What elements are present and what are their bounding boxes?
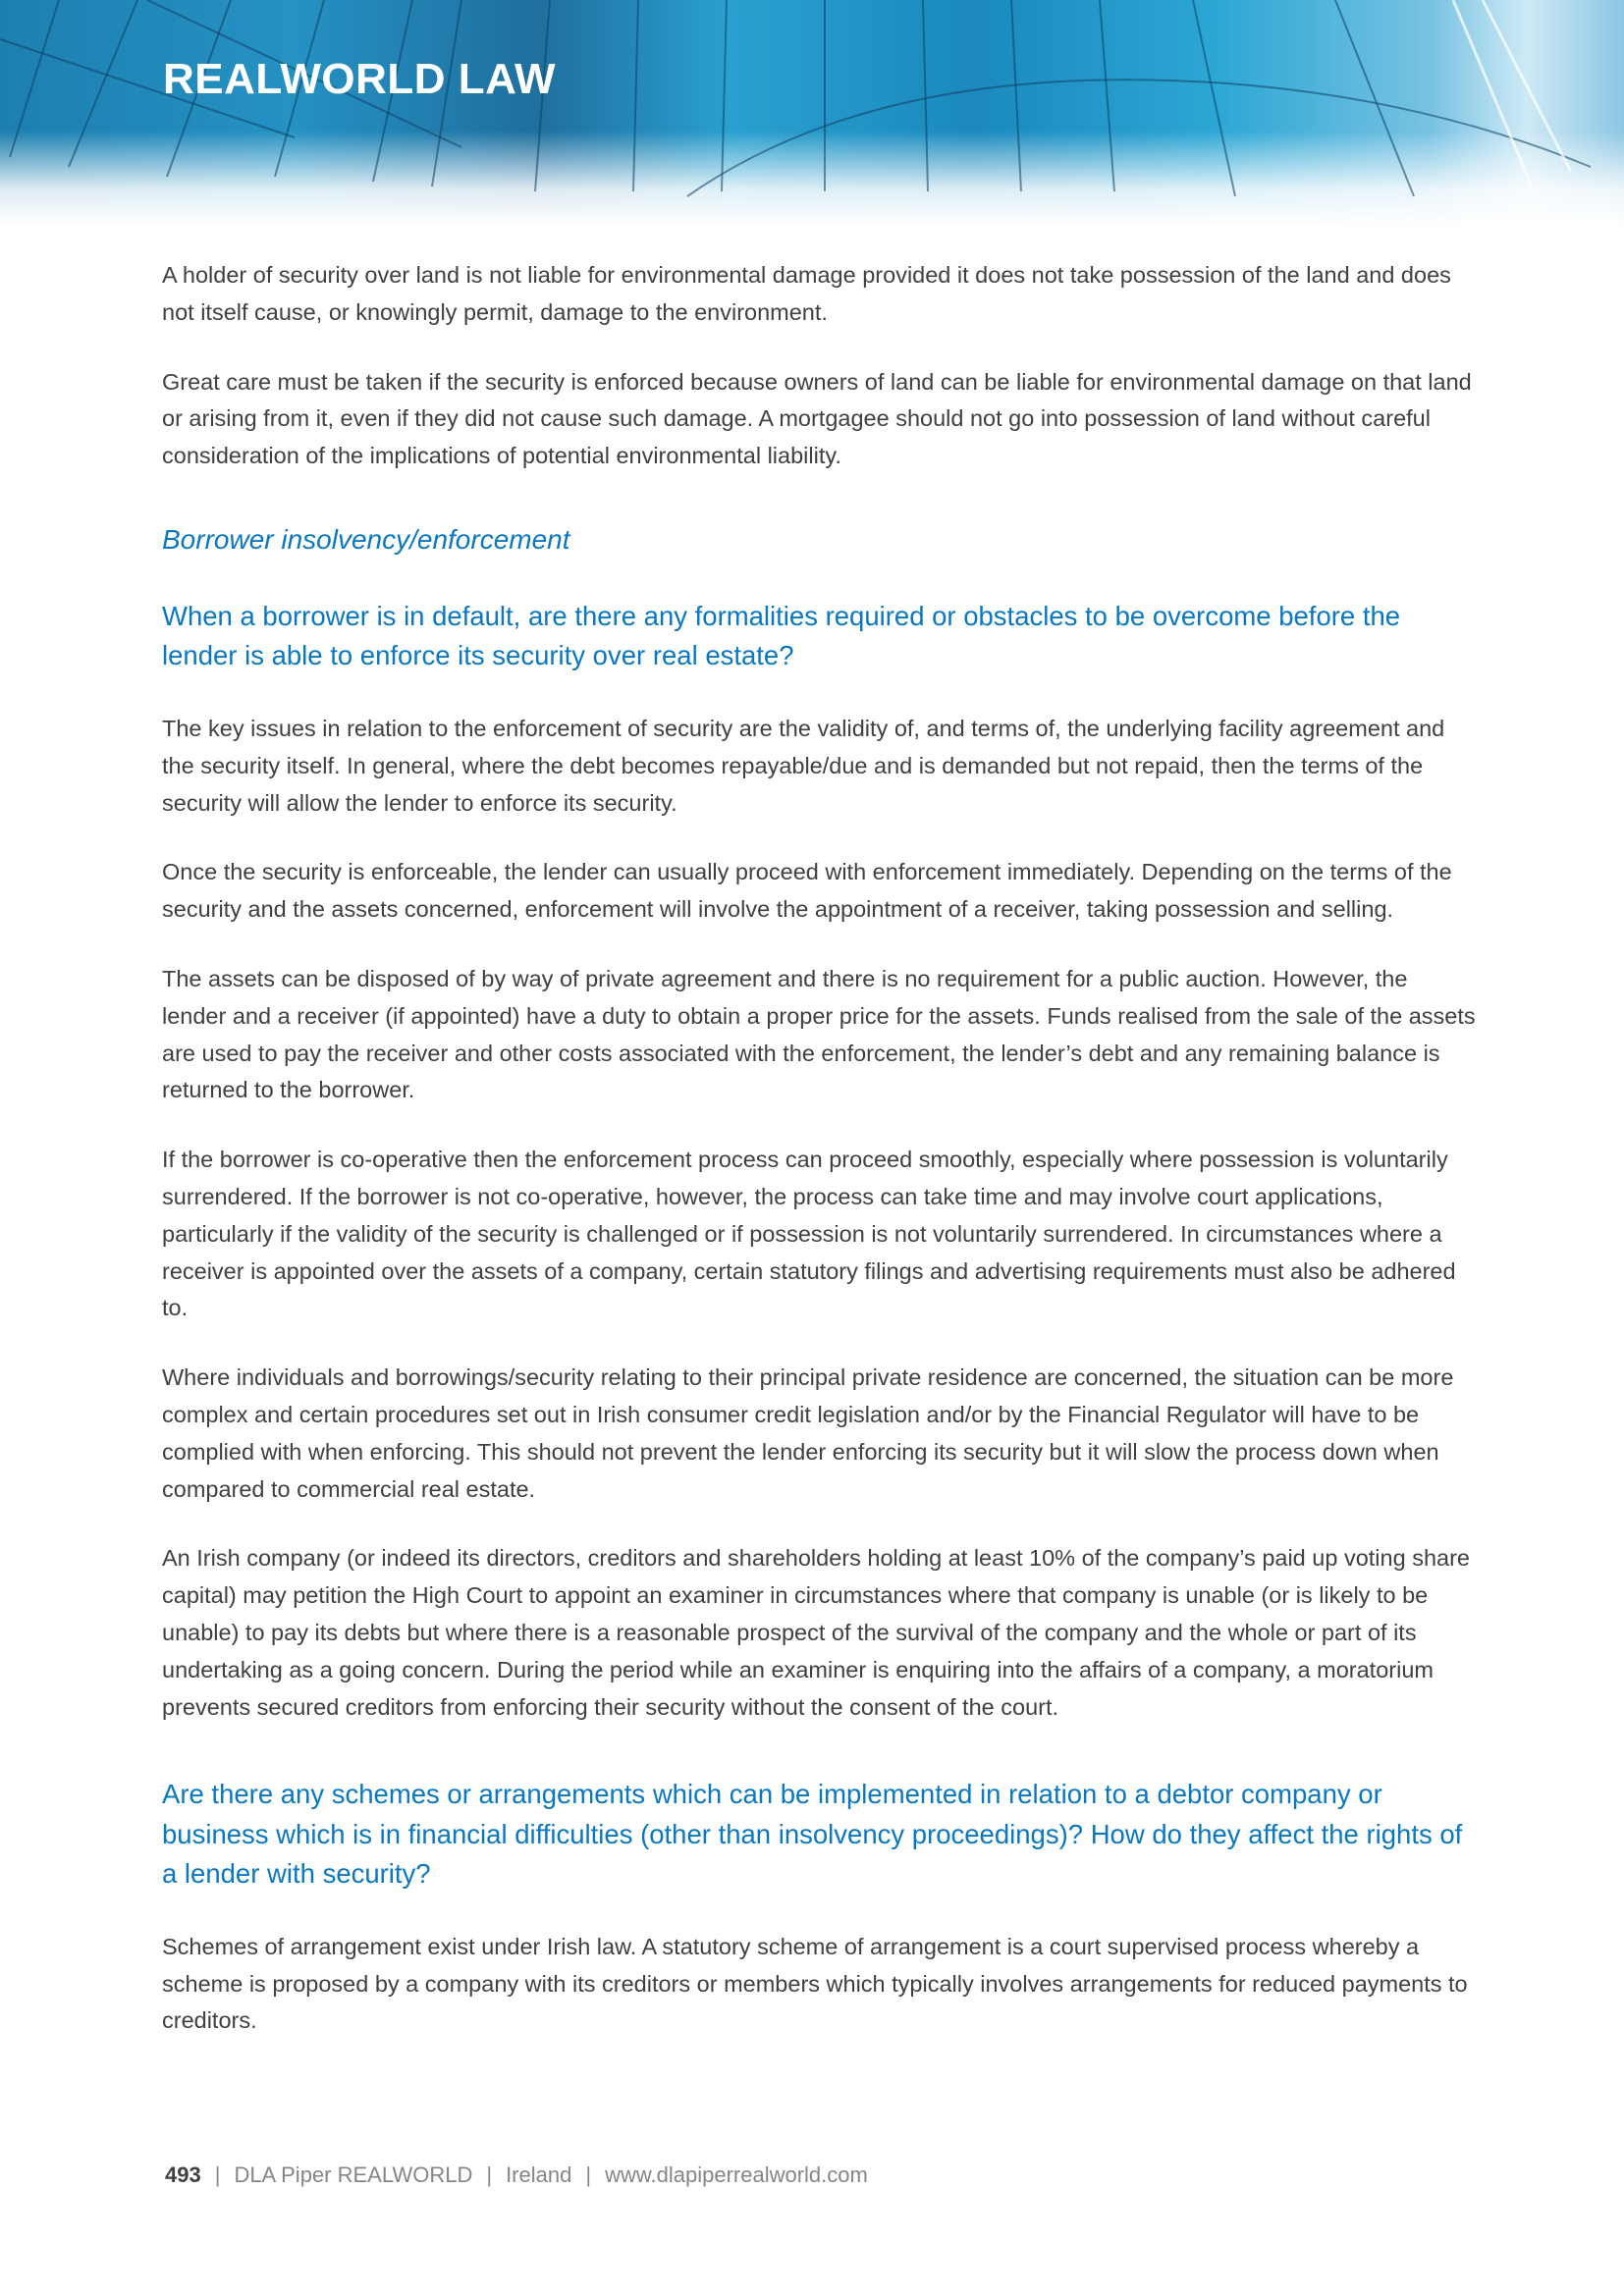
paragraph: Where individuals and borrowings/security relating to their principal private residence are concerned, the situation can be more complex and certain procedures set out in Irish consumer credit legislation and/or by the Financial Regulator will have to be complied with when enforcing. This should not prevent the lender enforcing its security but it will slow the process down when compared to commercial real estate. [162,1364,1454,1502]
page-footer [165,2163,868,2188]
page-number: 493 [165,2163,201,2187]
header-banner [0,0,1624,226]
country-label: Ireland [506,2163,572,2187]
question-heading: Are there any schemes or arrangements which can be implemented in relation to a debtor company or business which is in financial difficulties (other than insolvency proceedings)? How do they affect the rights of a lender with security? [162,1779,1463,1890]
paragraph: Once the security is enforceable, the lender can usually proceed with enforcement immediately. Depending on the terms of the security and the assets concerned, enforcement will involve the appointment of a receiver, taking possession and selling. [162,859,1452,923]
paragraph: The assets can be disposed of by way of private agreement and there is no requirement for a public auction. However, the lender and a receiver (if appointed) have a duty to obtain a proper price for the assets. Funds realised from the sale of the assets are used to pay the receiver and other costs associated with the enforcement, the lender’s debt and any remaining balance is returned to the borrower. [162,965,1476,1103]
paragraph: An Irish company (or indeed its directors, creditors and shareholders holding at least 10% of the company’s paid up voting share capital) may petition the High Court to appoint an examiner in circumstances where that company is unable (or is likely to be unable) to pay its debts but where there is a reasonable prospect of the survival of the company and the whole or part of its undertaking as a going concern. During the period while an examiner is enquiring into the affairs of a company, a moratorium prevents secured creditors from enforcing their security without the consent of the court. [162,1545,1470,1720]
footer-separator: | [585,2163,592,2187]
paragraph: If the borrower is co-operative then the enforcement process can proceed smoothly, especially where possession is voluntarily surrendered. If the borrower is not co-operative, however, the process can take time and may involve court applications, particularly if the validity of the security is challenged or if possession is not voluntarily surrendered. In circumstances where a receiver is appointed over the assets of a company, certain statutory filings and advertising requirements must also be adhered to. [162,1147,1456,1321]
paragraph: Great care must be taken if the security is enforced because owners of land can be liable for environmental damage on that land or arising from it, even if they did not cause such damage. A mortgagee should not go into possession of land without careful consideration of the implications of potential environmental liability. [162,368,1472,469]
glass-building-graphic [0,0,1624,226]
paragraph: A holder of security over land is not liable for environmental damage provided it does not take possession of the land and does not itself cause, or knowingly permit, damage to the environment. [162,262,1451,325]
footer-separator: | [486,2163,493,2187]
question-heading: When a borrower is in default, are there any formalities required or obstacles to be overcome before the lender is able to enforce its security over real estate? [162,600,1401,671]
paragraph: Schemes of arrangement exist under Irish law. A statutory scheme of arrangement is a court supervised process whereby a scheme is proposed by a company with its creditors or members which typically involves arrangements for reduced payments to creditors. [162,1933,1468,2034]
document-body [162,257,1478,2072]
website-link[interactable]: www.dlapiperrealworld.com [605,2163,868,2187]
banner-title: REALWORLD LAW [163,55,557,103]
paragraph: The key issues in relation to the enforcement of security are the validity of, and terms of, the underlying facility agreement and the security itself. In general, where the debt becomes repayable/due and is demanded but not repaid, then the terms of the security will allow the lender to enforce its security. [162,715,1445,816]
footer-separator: | [214,2163,221,2187]
section-heading: Borrower insolvency/enforcement [162,523,570,555]
publication-name: DLA Piper REALWORLD [234,2163,473,2187]
